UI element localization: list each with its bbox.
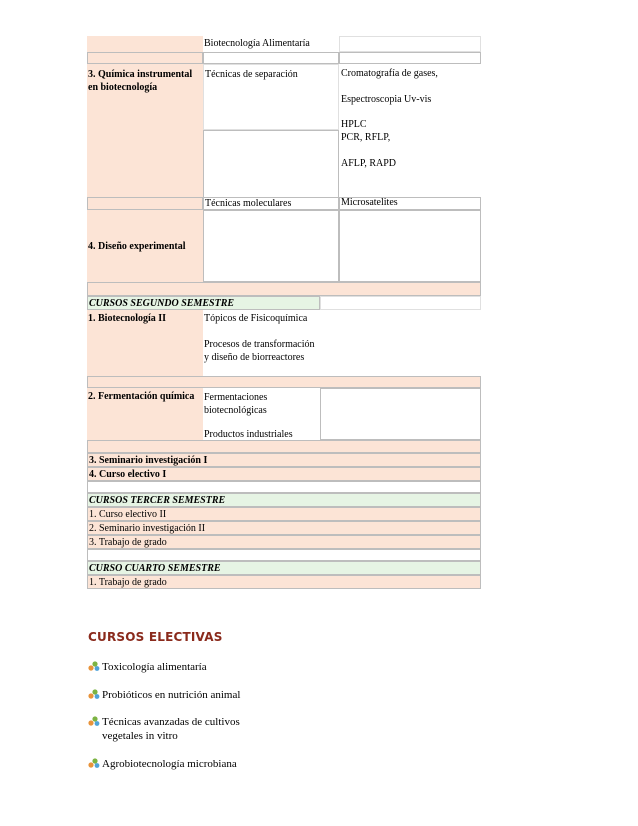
semester-title-cuarto: CURSO CUARTO SEMESTRE xyxy=(89,563,221,574)
course-seminario-ii: 2. Seminario investigación II xyxy=(89,523,206,534)
table-row xyxy=(87,575,481,589)
course-electivo-i: 4. Curso electivo I xyxy=(89,469,167,480)
table-cell xyxy=(203,310,320,376)
table-cell xyxy=(339,36,481,52)
table-cell xyxy=(87,64,203,210)
course-quimica-instrumental: 3. Química instrumental en biotecnología xyxy=(88,69,193,93)
table-cell xyxy=(87,210,203,282)
elective-label: Toxicología alimentaría xyxy=(102,661,207,673)
elective-label: Agrobiotecnología microbiana xyxy=(102,758,237,770)
table-cell xyxy=(203,52,339,64)
table-cell xyxy=(203,36,339,52)
course-trabajo-grado-4: 1. Trabajo de grado xyxy=(89,577,167,588)
course-seminario-i: 3. Seminario investigación I xyxy=(89,455,208,466)
semester-header-cell xyxy=(87,296,320,310)
molecule-icon xyxy=(88,715,100,727)
item-espectroscopia: Espectroscopia Uv-vis xyxy=(341,94,432,105)
table-cell xyxy=(87,440,481,453)
table-cell xyxy=(87,197,203,210)
table-cell xyxy=(87,36,203,52)
section-title-electivas: CURSOS ELECTIVAS xyxy=(88,630,223,644)
table-cell xyxy=(320,388,481,440)
molecule-icon xyxy=(88,757,100,769)
subject-biotec-alimentaria: Biotecnología Alimentaría xyxy=(204,38,310,49)
item-aflp: AFLP, RAPD xyxy=(341,158,397,169)
table-cell xyxy=(203,64,339,130)
table-cell xyxy=(339,197,481,210)
table-cell xyxy=(203,210,339,282)
table-cell xyxy=(87,310,203,376)
item-hplc: HPLC xyxy=(341,119,367,130)
semester-header-cell xyxy=(87,561,481,575)
table-cell xyxy=(87,282,481,296)
table-row xyxy=(87,535,481,549)
table-cell xyxy=(203,388,320,440)
elective-label: Técnicas avanzadas de cultivos vegetales in vitro xyxy=(102,716,240,742)
table-row xyxy=(87,467,481,481)
semester-title-tercer: CURSOS TERCER SEMESTRE xyxy=(89,495,226,506)
topic-procesos: Procesos de transformación y diseño de biorreactores xyxy=(204,339,315,363)
course-electivo-ii: 1. Curso electivo II xyxy=(89,509,167,520)
table-cell xyxy=(339,64,481,130)
table-cell xyxy=(320,310,481,376)
molecule-icon xyxy=(88,660,100,672)
semester-title-segundo: CURSOS SEGUNDO SEMESTRE xyxy=(89,298,235,309)
course-trabajo-grado-3: 3. Trabajo de grado xyxy=(89,537,167,548)
semester-header-cell xyxy=(87,493,481,507)
topic-productos-industriales: Productos industriales xyxy=(204,429,293,440)
table-row xyxy=(87,549,481,561)
topic-tecnicas-moleculares: Técnicas moleculares xyxy=(205,198,292,209)
topic-fisicoquimica: Tópicos de Fisicoquímica xyxy=(204,313,308,324)
course-fermentacion-quimica: 2. Fermentación química xyxy=(88,391,195,402)
table-row xyxy=(87,521,481,535)
table-cell xyxy=(339,52,481,64)
table-cell xyxy=(87,388,203,440)
table-cell xyxy=(87,376,481,388)
table-cell xyxy=(203,197,339,210)
table-cell xyxy=(320,296,481,310)
topic-tecnicas-separacion: Técnicas de separación xyxy=(205,69,298,80)
molecule-icon xyxy=(88,688,100,700)
topic-fermentaciones: Fermentaciones biotecnológicas xyxy=(204,392,268,416)
item-microsatelites: Microsatelites xyxy=(341,197,398,208)
item-pcr: PCR, RFLP, xyxy=(341,132,391,143)
table-row xyxy=(87,507,481,521)
course-diseno-experimental: 4. Diseño experimental xyxy=(88,241,186,252)
table-row xyxy=(87,481,481,493)
table-cell xyxy=(339,210,481,282)
item-cromatografia: Cromatografía de gases, xyxy=(341,68,438,79)
course-biotecnologia-ii: 1. Biotecnología II xyxy=(88,313,167,324)
table-row xyxy=(87,453,481,467)
table-cell xyxy=(87,52,203,64)
elective-label: Probióticos en nutrición animal xyxy=(102,689,241,701)
